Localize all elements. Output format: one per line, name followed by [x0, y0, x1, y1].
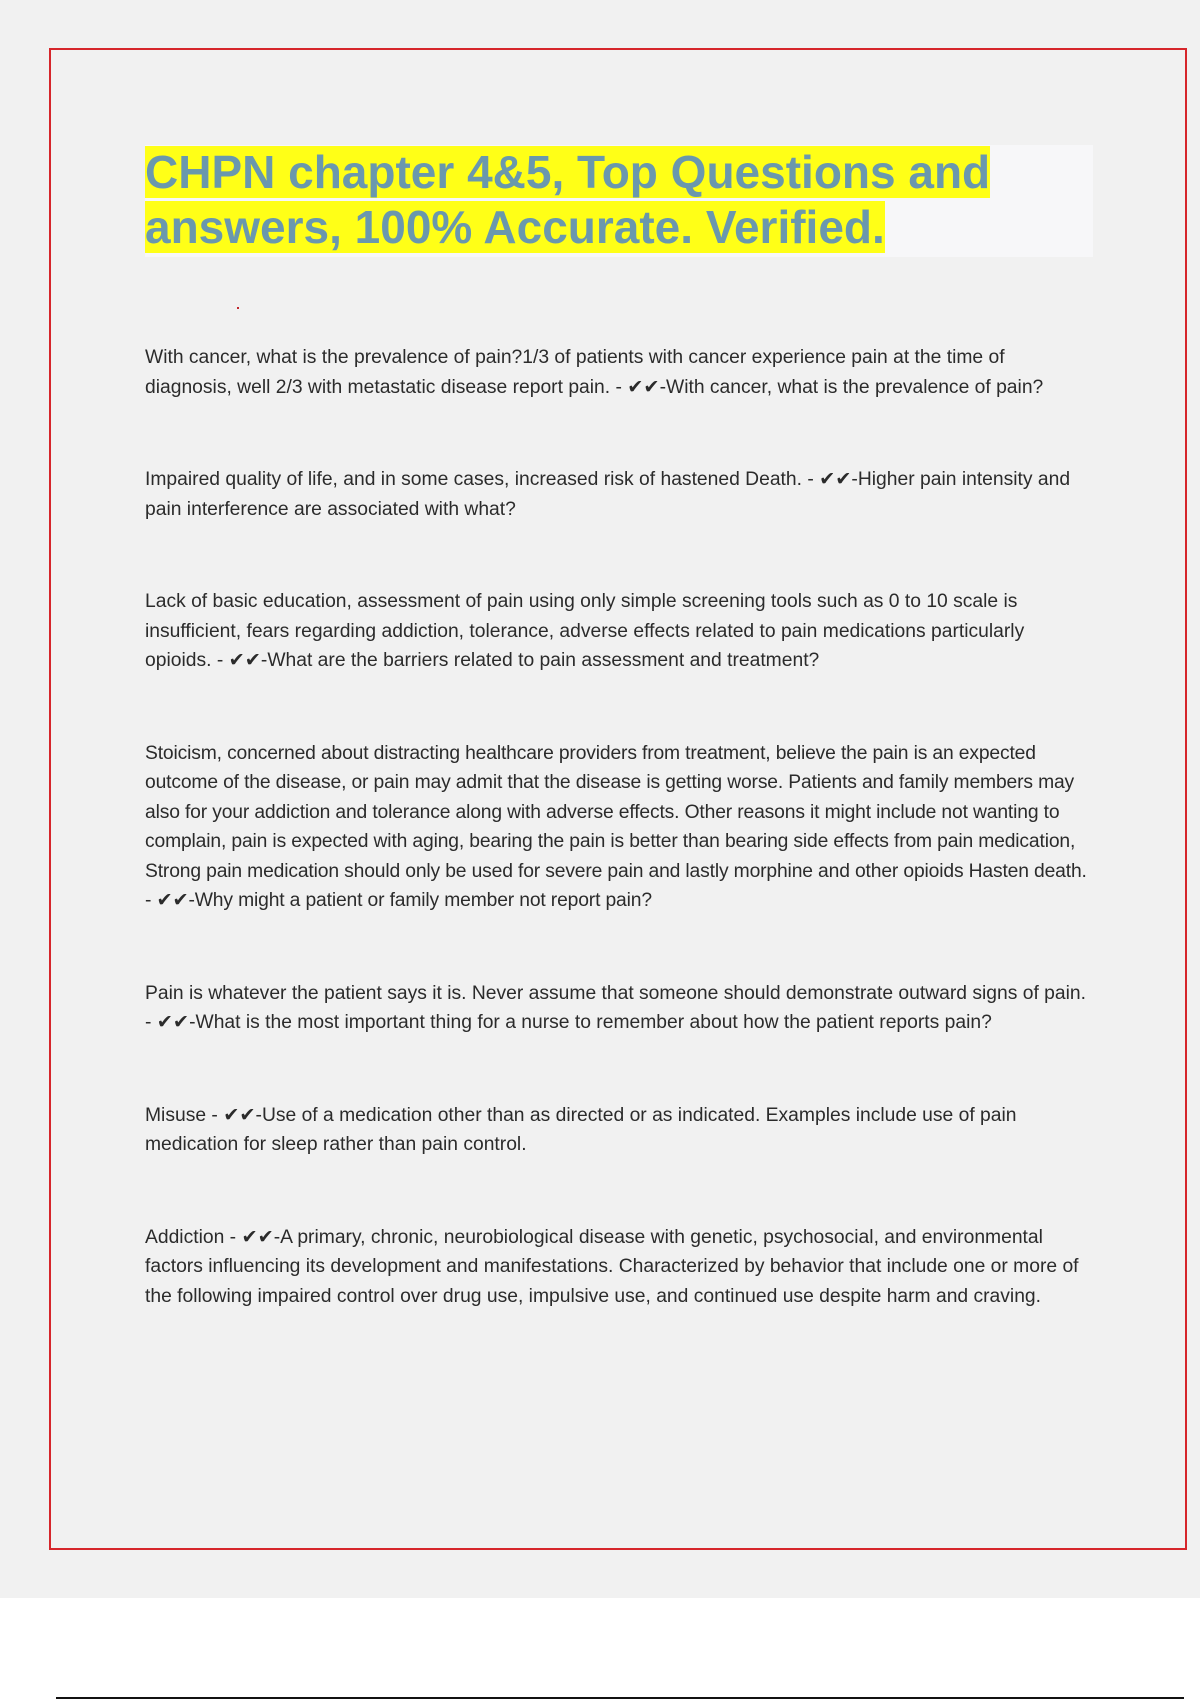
red-dot-mark — [237, 307, 239, 309]
document-title: CHPN chapter 4&5, Top Questions and answers, 100% Accurate. Verified. — [145, 146, 991, 253]
title-block — [145, 145, 1093, 257]
qa-item: Addiction - ✔✔-A primary, chronic, neurobiological disease with genetic, psychosocial, and environmental factors influencing its development and manifestations. Characterized by behavior that include one or more of the following impaired control over drug use, impulsive use, and continued use despite harm and craving. — [145, 1226, 1079, 1307]
qa-item: Stoicism, concerned about distracting healthcare providers from treatment, believe the pain is an expected outcome of the disease, or pain may admit that the disease is getting worse. Patients and family members may also for your addiction and tolerance along with adverse effects. Other reasons it might include not wanting to complain, pain is expected with aging, bearing the pain is better than bearing side effects from pain medication, Strong pain medication should only be used for severe pain and lastly morphine and other opioids Hasten death. - ✔✔-Why might a patient or family member not report pain? — [145, 742, 1087, 911]
bottom-rule — [56, 1697, 1184, 1699]
qa-list — [145, 343, 1095, 1311]
qa-item: Misuse - ✔✔-Use of a medication other than as directed or as indicated. Examples include use of pain medication for sleep rather than pain control. — [145, 1104, 1017, 1155]
qa-item: Impaired quality of life, and in some cases, increased risk of hastened Death. - ✔✔-Higher pain intensity and pain interference are associated with what? — [145, 469, 1071, 520]
qa-item: Pain is whatever the patient says it is. Never assume that someone should demonstrate outward signs of pain. - ✔✔-What is the most important thing for a nurse to remember about how the patient reports pain? — [145, 982, 1086, 1033]
qa-item: With cancer, what is the prevalence of pain?1/3 of patients with cancer experience pain at the time of diagnosis, well 2/3 with metastatic disease report pain. - ✔✔-With cancer, what is the prevalence of pain? — [145, 347, 1044, 398]
qa-item: Lack of basic education, assessment of pain using only simple screening tools such as 0 to 10 scale is insufficient, fears regarding addiction, tolerance, adverse effects related to pain medications particularly opioids. - ✔✔-What are the barriers related to pain assessment and treatment? — [145, 591, 1025, 671]
